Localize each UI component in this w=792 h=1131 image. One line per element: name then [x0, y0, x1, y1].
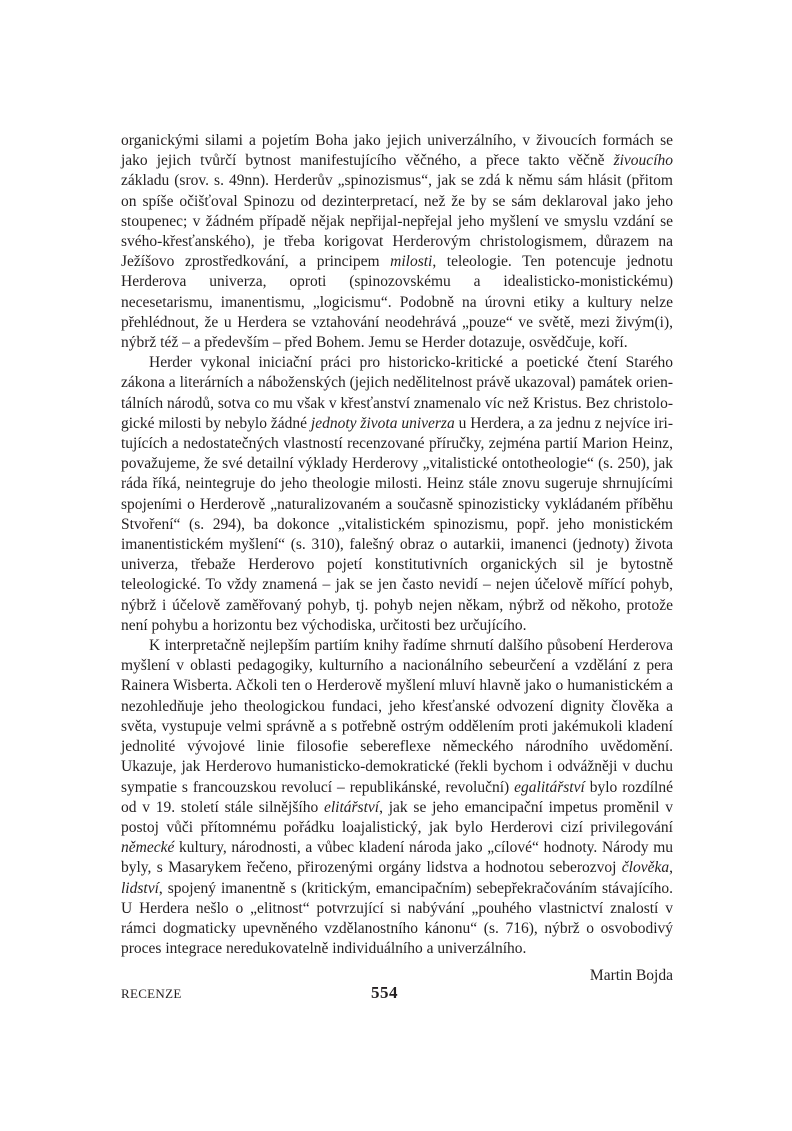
italic-phrase: člověka: [621, 859, 670, 877]
text-run: kultury, národnosti, a vůbec kladení národa jako „cílové“ hodnoty. Národy mu byly, s Masarykem řečeno, přirozenými orgány lidstva a hodnotou seberozvoj: [121, 839, 673, 877]
italic-phrase: jednoty života univerza: [310, 414, 455, 432]
text-run: u Herdera, a za jednu z nejvíce iritujících a nedostatečných vlastností recenzované příručky, zejména partií Marion Heinz, považujeme, že své detailní výklady Herderovy „vitalistické ontotheologie“ (s. 250), jak ráda říká, neintegruje do jeho theologie milosti. Heinz stále znovu sugeruje shrnujícími spojeními o Herderově „naturalizovaném a současně spinozisticky vykládaném příběhu Stvoření“ (s. 294), ba dokonce „vitalistickém spinozismu, popř. jeho monistickém imanentistickém myšlení“ (s. 310), falešný obraz o autarkii, imanenci (jednoty) života univerza, třebaže Herderovo pojetí konstitutivních organických sil je bytostně teleologické. To vždy znamená – jak se jen často nevidí – nejen účelově mířící pohyb, nýbrž i účelově zaměřovaný pohyb, tj. pohyb nejen někam, nýbrž od někoho, protože není pohybu a horizontu bez východiska, určitosti bez určujícího.: [121, 414, 674, 634]
text-run: organickými silami a pojetím Boha jako jejich univerzálního, v živoucích formách se jako jejich tvůrčí bytnost manifestujícího věčného, a přece takto věčně: [121, 132, 673, 170]
paragraph-2: [121, 353, 673, 636]
text-run: K interpretačně nejlepším partiím knihy řadíme shrnutí dalšího působení Herderova myšlení v oblasti pedagogiky, kulturního a nacionálního sebeurčení a vzdělání z pera Rainera Wisberta. Ačkoli ten o Herderově myšlení mluví hlavně jako o humanistickém a nezohledňuje jeho theologickou fundaci, jeho křesťanské odvození dignity člověka a světa, vystupuje velmi správně a s potřebně ostrým oddělením proti jakémukoli kladení jednolité vývojové linie filosofie sebereflexe německého národního uvědomění. Ukazuje, jak Herderovo humanisticko-demokratické (řekli bychom i odvážněji v duchu sympatie s francouzskou revolucí – republikánské, revoluční): [121, 637, 673, 796]
text-run: bylo rozdílné od v 19. století stále silnějšího: [121, 778, 673, 816]
text-run: základu (srov. s. 49nn). Herderův „spinozismus“, jak se zdá k němu sám hlásit (přitom on spíše očišťoval Spinozu od dezinterpretací, než že by se sám deklaroval jako jeho stoupenec; v žádném případě nějak nepřijal-nepřejal jeho myšlení ve smyslu vzdání se svého-křesťanského), je třeba korigovat Herderovým christologismem, důrazem na Ježíšovo zprostředkování, a principem: [121, 172, 673, 271]
paragraph-1: [121, 131, 673, 353]
text-run: , jak se jeho emancipační impetus proměnil v postoj vůči přítomnému pořádku loajalistický, jak bylo Herderovi cizí privilegování: [121, 798, 673, 836]
italic-phrase: německé: [121, 839, 175, 857]
author-signature: Martin Bojda: [589, 967, 673, 985]
text-run: Herder vykonal iniciační práci pro historicko-kritické a poetické čtení Starého zákona a literárních a náboženských (jejich nedělitelnost právě ukazoval) památek orientálních národů, sotva co mu však v křesťanství znamenalo víc než Kristus. Bez christologické milosti by nebylo žádné: [121, 354, 674, 432]
article-body: [121, 131, 673, 987]
text-run: ,: [669, 859, 673, 877]
text-run: , teleologie. Ten potencuje jednotu Herderova univerza, oproti (spinozovskému a idealisticko-monistickému) necesetarismu, imanentismu, „logicismu“. Podobně na úrovni etiky a kultury nelze přehlédnout, že u Herdera se vztahování neodehrává „pouze“ ve světě, mezi živým(i), nýbrž též – a především – před Bohem. Jemu se Herder dotazuje, osvědčuje, koří.: [121, 253, 673, 352]
footer-section-label: RECENZE: [121, 986, 182, 1001]
italic-phrase: živoucího: [613, 152, 673, 170]
italic-phrase: lidství: [121, 879, 159, 897]
italic-phrase: egalitářství: [514, 778, 585, 796]
italic-phrase: milosti: [390, 253, 433, 271]
paragraph-3: [121, 636, 673, 959]
page-number: 554: [371, 983, 398, 1002]
italic-phrase: elitářství: [323, 798, 380, 816]
text-run: , spojený imanentně s (kritickým, emancipačním) sebepřekračováním stávajícího. U Herdera nešlo o „elitnost“ potvrzující si nabývání „pouhého vlastnictví znalostí v rámci dogmaticky upevněného vzdělanostního kánonu“ (s. 716), nýbrž o osvobodivý proces integrace neredukovatelně individuálního a univerzálního.: [121, 879, 673, 958]
